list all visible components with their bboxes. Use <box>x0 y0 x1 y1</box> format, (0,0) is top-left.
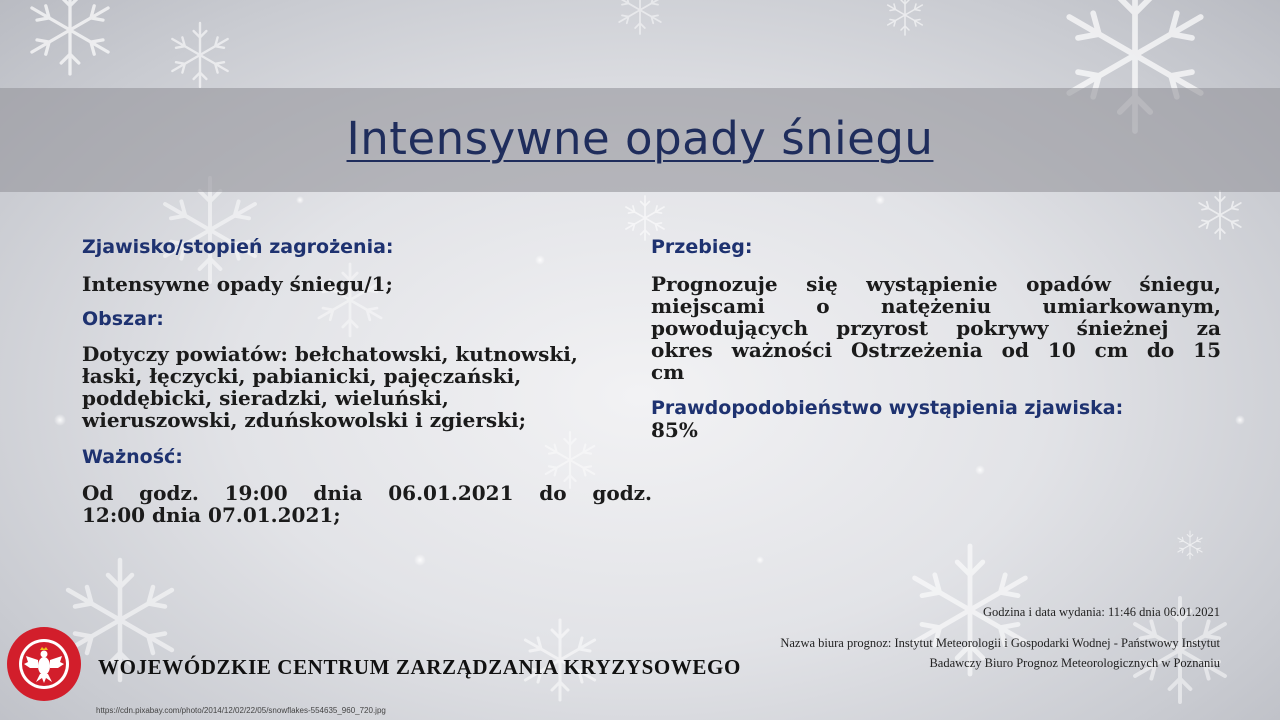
forecast-office-line: Badawczy Biuro Prognoz Meteorologicznych w Poznaniu <box>929 656 1220 670</box>
course-label: Przebieg: <box>651 236 753 258</box>
validity-line: 12:00 dnia 07.01.2021; <box>82 503 341 527</box>
image-source-link[interactable]: https://cdn.pixabay.com/photo/2014/12/02/22/05/snowflakes-554635_960_720.jpg <box>96 706 386 715</box>
phenomenon-value: Intensywne opady śniegu/1; <box>82 272 393 296</box>
area-value <box>82 343 642 431</box>
area-line: Dotyczy powiatów: bełchatowski, kutnowski, <box>82 342 578 366</box>
validity-label: Ważność: <box>82 446 183 468</box>
left-column <box>82 236 652 526</box>
voivodeship-office-emblem <box>6 626 82 702</box>
phenomenon-label: Zjawisko/stopień zagrożenia: <box>82 236 394 258</box>
validity-line: Od godz. 19:00 dnia 06.01.2021 do godz. <box>82 481 652 505</box>
course-line: powodujących przyrost pokrywy śnieżnej za <box>651 316 1221 340</box>
course-value <box>651 273 1221 383</box>
area-line: poddębicki, sieradzki, wieluński, <box>82 386 449 410</box>
area-label: Obszar: <box>82 308 164 330</box>
area-line: łaski, łęczycki, pabianicki, pajęczański, <box>82 364 522 388</box>
area-line: wieruszowski, zduńskowolski i zgierski; <box>82 408 527 432</box>
course-line: miejscami o natężeniu umiarkowanym, <box>651 294 1221 318</box>
course-line: cm <box>651 360 685 384</box>
validity-value <box>82 482 652 526</box>
page-title: Intensywne opady śniegu <box>346 112 934 165</box>
forecast-office-line: Nazwa biura prognoz: Instytut Meteorologii i Gospodarki Wodnej - Państwowy Instytut <box>780 636 1220 650</box>
issue-time: Godzina i data wydania: 11:46 dnia 06.01.2021 <box>983 605 1220 619</box>
probability-label: Prawdopodobieństwo wystąpienia zjawiska: <box>651 397 1124 419</box>
organization-name: WOJEWÓDZKIE CENTRUM ZARZĄDZANIA KRYZYSOWEGO <box>98 655 741 679</box>
right-column <box>651 236 1221 441</box>
course-line: Prognozuje się wystąpienie opadów śniegu, <box>651 272 1221 296</box>
course-line: okres ważności Ostrzeżenia od 10 cm do 15 <box>651 338 1221 362</box>
probability-value: 85% <box>651 418 698 442</box>
